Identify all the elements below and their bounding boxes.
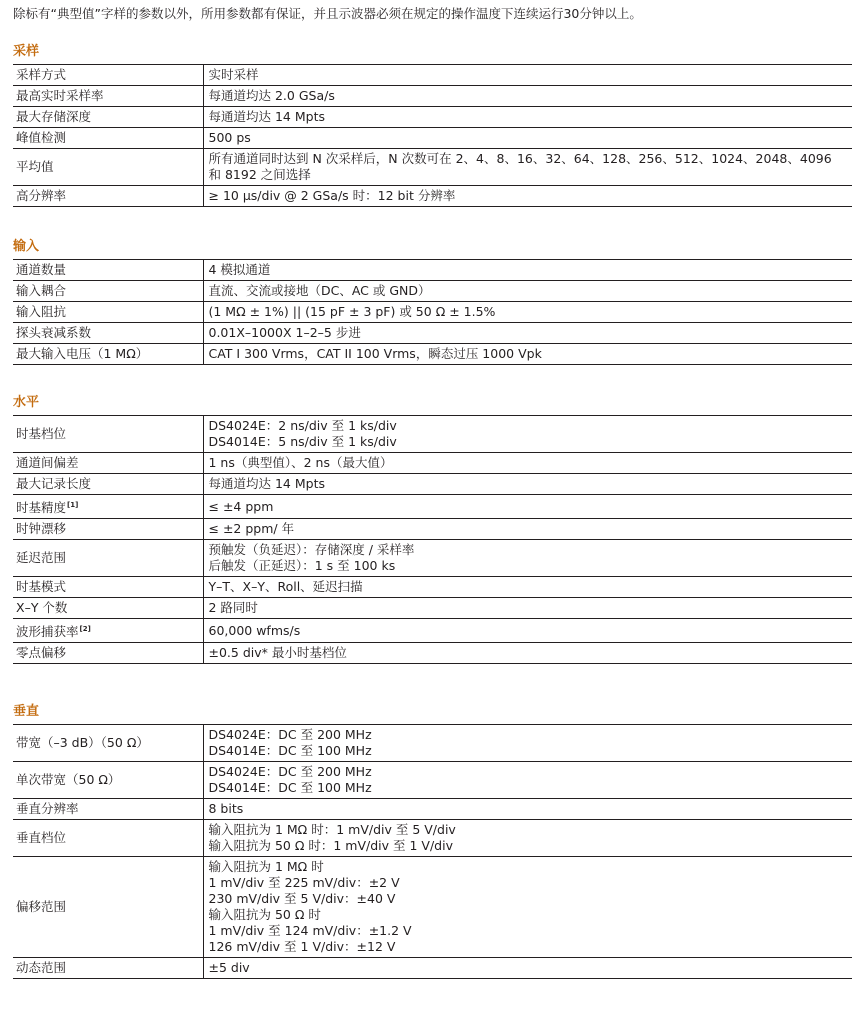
spec-value-line: 直流、交流或接地（DC、AC 或 GND） — [208, 283, 431, 298]
spec-label-cell — [13, 799, 203, 820]
spec-value-cell — [203, 260, 852, 281]
spec-row — [13, 260, 852, 281]
spec-label: 最大记录长度 — [16, 476, 92, 491]
spec-row — [13, 495, 852, 519]
section-horizontal — [13, 395, 852, 664]
spec-value-cell — [203, 474, 852, 495]
section-title-input: 输入 — [13, 239, 40, 254]
spec-value-line: ≤ ±4 ppm — [208, 498, 274, 514]
spec-value-line: 预触发（负延迟）：存储深度 / 采样率 — [208, 542, 415, 557]
spec-label-cell — [13, 857, 203, 958]
spec-value-cell — [203, 416, 852, 453]
spec-value-cell — [203, 799, 852, 820]
spec-value-line: CAT I 300 Vrms，CAT II 100 Vrms，瞬态过压 1000 Vpk — [208, 346, 542, 361]
intro-note: 除标有“典型值”字样的参数以外，所用参数都有保证，并且示波器必须在规定的操作温度下连续运行30分钟以上。 — [13, 6, 642, 21]
spec-row — [13, 643, 852, 664]
spec-label: 时钟漂移 — [16, 521, 67, 536]
spec-value-line: DS4014E：DC 至 100 MHz — [208, 743, 372, 758]
spec-value-cell — [203, 857, 852, 958]
spec-value-line: 1 mV/div 至 124 mV/div：±1.2 V — [208, 923, 412, 938]
spec-label-cell — [13, 302, 203, 323]
spec-label: X–Y 个数 — [16, 600, 68, 615]
spec-label: 通道数量 — [16, 262, 67, 277]
spec-row — [13, 149, 852, 186]
spec-value-line: 每通道均达 14 Mpts — [208, 109, 325, 124]
spec-value-cell — [203, 495, 852, 519]
spec-value-line: 每通道均达 14 Mpts — [208, 476, 325, 491]
spec-value-cell — [203, 820, 852, 857]
section-title-vertical: 垂直 — [13, 704, 40, 719]
spec-value-line: (1 MΩ ± 1%) || (15 pF ± 3 pF) 或 50 Ω ± 1.5% — [208, 304, 496, 319]
spec-label: 动态范围 — [16, 960, 67, 975]
spec-label-cell — [13, 540, 203, 577]
section-input — [13, 239, 852, 365]
spec-value-cell — [203, 540, 852, 577]
spec-label: 波形捕获率 — [16, 624, 79, 639]
spec-label-cell — [13, 474, 203, 495]
spec-value-line: ±0.5 div* 最小时基档位 — [208, 645, 347, 660]
spec-row — [13, 107, 852, 128]
spec-label: 时基精度 — [16, 500, 67, 515]
spec-row — [13, 474, 852, 495]
spec-label: 单次带宽（50 Ω） — [16, 772, 121, 787]
spec-value-cell — [203, 128, 852, 149]
spec-label-cell — [13, 281, 203, 302]
spec-value-line: 后触发（正延迟）：1 s 至 100 ks — [208, 558, 396, 573]
spec-value-cell — [203, 577, 852, 598]
spec-value-cell — [203, 619, 852, 643]
spec-row — [13, 958, 852, 979]
spec-label: 延迟范围 — [16, 550, 67, 565]
spec-label-cell — [13, 577, 203, 598]
spec-label: 零点偏移 — [16, 645, 67, 660]
spec-value-line: 1 mV/div 至 225 mV/div：±2 V — [208, 875, 400, 890]
spec-label: 采样方式 — [16, 67, 67, 82]
spec-row — [13, 762, 852, 799]
spec-value-cell — [203, 519, 852, 540]
spec-label: 时基档位 — [16, 426, 67, 441]
section-sampling — [13, 44, 852, 207]
spec-label-cell — [13, 260, 203, 281]
section-title-horizontal: 水平 — [13, 395, 40, 410]
section-vertical — [13, 704, 852, 979]
spec-value-line: 实时采样 — [208, 67, 259, 82]
spec-table-sampling — [13, 64, 852, 207]
spec-label-cell — [13, 958, 203, 979]
spec-label-cell — [13, 619, 203, 643]
spec-label: 高分辨率 — [16, 188, 67, 203]
spec-value-cell — [203, 453, 852, 474]
spec-row — [13, 598, 852, 619]
spec-label: 垂直分辨率 — [16, 801, 79, 816]
spec-label-cell — [13, 323, 203, 344]
spec-label-cell — [13, 762, 203, 799]
spec-label: 时基模式 — [16, 579, 67, 594]
spec-value-cell — [203, 643, 852, 664]
spec-row — [13, 577, 852, 598]
spec-value-line: 每通道均达 2.0 GSa/s — [208, 88, 335, 103]
spec-label-cell — [13, 820, 203, 857]
spec-value-cell — [203, 65, 852, 86]
spec-value-line: 输入阻抗为 1 MΩ 时 — [208, 859, 324, 874]
spec-label: 输入阻抗 — [16, 304, 67, 319]
spec-label-cell — [13, 519, 203, 540]
spec-row — [13, 725, 852, 762]
spec-value-cell — [203, 149, 852, 186]
spec-row — [13, 186, 852, 207]
spec-value-line: 230 mV/div 至 5 V/div：±40 V — [208, 891, 396, 906]
spec-label-cell — [13, 495, 203, 519]
spec-value-line: 126 mV/div 至 1 V/div：±12 V — [208, 939, 396, 954]
spec-row — [13, 302, 852, 323]
spec-row — [13, 86, 852, 107]
spec-value-line: 8 bits — [208, 801, 244, 816]
spec-row — [13, 416, 852, 453]
spec-value-line: 2 路同时 — [208, 600, 258, 615]
spec-label: 带宽（–3 dB）（50 Ω） — [16, 735, 149, 750]
spec-label-cell — [13, 598, 203, 619]
spec-value-cell — [203, 107, 852, 128]
spec-value-line: 输入阻抗为 1 MΩ 时：1 mV/div 至 5 V/div — [208, 822, 456, 837]
spec-label: 平均值 — [16, 159, 54, 174]
spec-value-cell — [203, 598, 852, 619]
spec-table-horizontal — [13, 415, 852, 664]
footnote-marker: [2] — [79, 625, 91, 633]
spec-value-line: 和 8192 之间选择 — [208, 167, 311, 182]
spec-row — [13, 799, 852, 820]
spec-row — [13, 453, 852, 474]
spec-row — [13, 519, 852, 540]
spec-label-cell — [13, 453, 203, 474]
spec-label-cell — [13, 416, 203, 453]
spec-table-vertical — [13, 724, 852, 979]
spec-label-cell — [13, 643, 203, 664]
spec-label-cell — [13, 128, 203, 149]
spec-value-line: DS4024E：2 ns/div 至 1 ks/div — [208, 418, 397, 433]
spec-value-cell — [203, 762, 852, 799]
spec-value-line: 输入阻抗为 50 Ω 时 — [208, 907, 321, 922]
spec-label-cell — [13, 107, 203, 128]
section-title-sampling: 采样 — [13, 44, 40, 59]
spec-label: 通道间偏差 — [16, 455, 79, 470]
spec-value-line: 500 ps — [208, 130, 251, 145]
spec-label: 偏移范围 — [16, 899, 67, 914]
spec-value-line: DS4014E：5 ns/div 至 1 ks/div — [208, 434, 397, 449]
spec-label-cell — [13, 344, 203, 365]
spec-value-line: 60,000 wfms/s — [208, 622, 301, 638]
spec-row — [13, 619, 852, 643]
spec-value-line: 输入阻抗为 50 Ω 时：1 mV/div 至 1 V/div — [208, 838, 453, 853]
spec-value-line: 4 模拟通道 — [208, 262, 271, 277]
spec-label: 输入耦合 — [16, 283, 67, 298]
spec-value-cell — [203, 86, 852, 107]
spec-label-cell — [13, 725, 203, 762]
spec-row — [13, 820, 852, 857]
spec-value-line: ≥ 10 μs/div @ 2 GSa/s 时：12 bit 分辨率 — [208, 188, 456, 203]
spec-row — [13, 128, 852, 149]
spec-label: 垂直档位 — [16, 830, 67, 845]
spec-label-cell — [13, 186, 203, 207]
spec-value-line: ≤ ±2 ppm/ 年 — [208, 521, 295, 536]
spec-label: 最高实时采样率 — [16, 88, 104, 103]
spec-row — [13, 344, 852, 365]
spec-value-line: DS4014E：DC 至 100 MHz — [208, 780, 372, 795]
spec-label: 探头衰减系数 — [16, 325, 92, 340]
spec-label-cell — [13, 86, 203, 107]
spec-value-cell — [203, 281, 852, 302]
spec-value-line: ±5 div — [208, 960, 250, 975]
spec-value-cell — [203, 323, 852, 344]
spec-label-cell — [13, 149, 203, 186]
spec-label-cell — [13, 65, 203, 86]
spec-row — [13, 323, 852, 344]
spec-row — [13, 65, 852, 86]
spec-value-line: 1 ns（典型值）、2 ns（最大值） — [208, 455, 393, 470]
spec-value-line: 0.01X–1000X 1–2–5 步进 — [208, 325, 361, 340]
spec-row — [13, 540, 852, 577]
footnote-marker: [1] — [67, 501, 79, 509]
spec-value-line: Y–T、X–Y、Roll、延迟扫描 — [208, 579, 363, 594]
spec-row — [13, 281, 852, 302]
spec-value-line: 所有通道同时达到 N 次采样后，N 次数可在 2、4、8、16、32、64、128、256、512、1024、2048、4096 — [208, 151, 832, 166]
spec-value-cell — [203, 958, 852, 979]
spec-value-line: DS4024E：DC 至 200 MHz — [208, 764, 372, 779]
spec-value-cell — [203, 725, 852, 762]
spec-value-cell — [203, 302, 852, 323]
spec-label: 最大存储深度 — [16, 109, 92, 124]
spec-row — [13, 857, 852, 958]
spec-value-cell — [203, 344, 852, 365]
spec-label: 最大输入电压（1 MΩ） — [16, 346, 149, 361]
spec-label: 峰值检测 — [16, 130, 67, 145]
spec-value-cell — [203, 186, 852, 207]
spec-table-input — [13, 259, 852, 365]
spec-value-line: DS4024E：DC 至 200 MHz — [208, 727, 372, 742]
